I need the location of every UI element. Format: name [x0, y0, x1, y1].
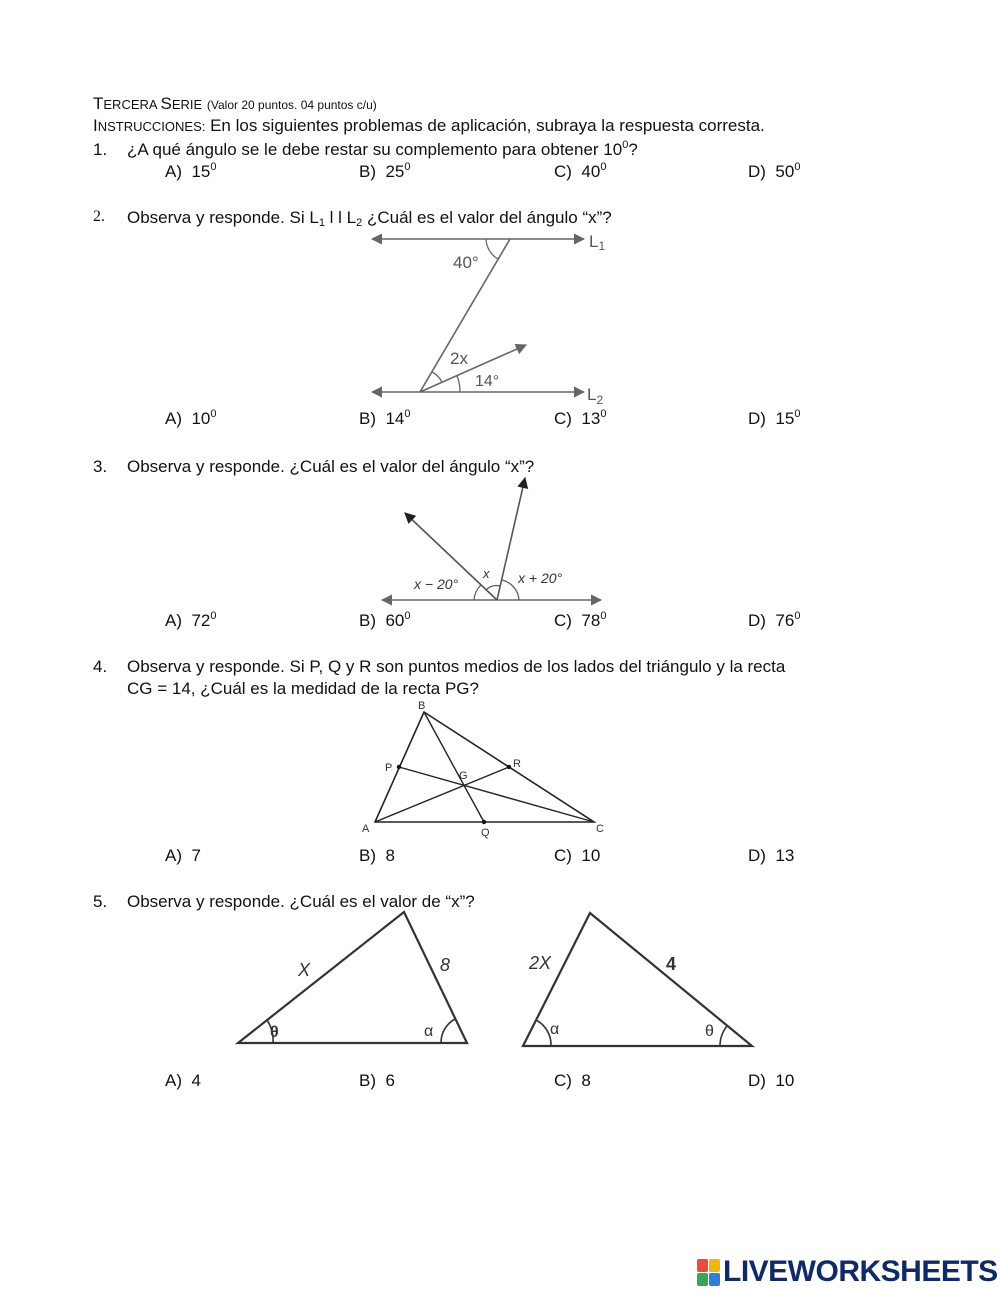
series-title-rest1: ERCERA: [103, 97, 161, 112]
t1-arc-alpha: [441, 1019, 455, 1043]
liveworksheets-logo[interactable]: [697, 1257, 998, 1287]
q3-option-b-value: 60: [385, 611, 405, 630]
label-x: x: [483, 566, 490, 581]
q1-option-d-letter: D): [748, 162, 766, 181]
q5-option-d-value: 10: [775, 1071, 795, 1090]
figure-angles-on-line: [382, 478, 601, 600]
question-3-number: 3.: [93, 457, 108, 476]
triangle-abc: [375, 712, 594, 822]
series-title-cap2: S: [160, 94, 172, 113]
q4-option-c[interactable]: [554, 846, 600, 866]
label-r: R: [513, 758, 521, 770]
point-q: [482, 820, 486, 824]
logo-square-3: [697, 1273, 708, 1286]
label-c: C: [596, 823, 604, 835]
q5-option-b-letter: B): [359, 1071, 376, 1090]
arc-right: [502, 580, 519, 600]
question-5-number: 5.: [93, 892, 108, 911]
label-g: G: [459, 770, 468, 782]
question-5-text: Observa y responde. ¿Cuál es el valor de “x”?: [127, 892, 475, 911]
q2-option-b-value: 14: [385, 409, 405, 428]
label-2x: 2x: [450, 349, 468, 368]
label-l2: $L_2$: [587, 385, 604, 407]
q3-option-d-letter: D): [748, 611, 766, 630]
q2-option-a-value: 10: [191, 409, 211, 428]
q5-option-d-letter: D): [748, 1071, 766, 1090]
label-x-minus-20: x − 20°: [414, 576, 459, 592]
q4-option-d[interactable]: [748, 846, 794, 866]
point-p: [397, 765, 401, 769]
q1-option-a-value: 15: [191, 162, 211, 181]
figure-similar-triangles: [238, 912, 752, 1046]
t2-arc-theta: [720, 1026, 727, 1046]
q3-option-b-letter: B): [359, 611, 376, 630]
q1-option-d-value: 50: [775, 162, 795, 181]
arc-mid: [486, 585, 500, 590]
t2-arc-alpha: [536, 1020, 551, 1046]
series-value: (Valor 20 puntos. 04 puntos c/u): [206, 98, 377, 112]
question-4-text-line2: CG = 14, ¿Cuál es la medidad de la recta PG?: [127, 679, 479, 698]
arc-left: [474, 585, 481, 600]
q4-option-a-letter: A): [165, 846, 182, 865]
q2-option-c-sup: 0: [600, 408, 607, 420]
q5-option-b-value: 6: [385, 1071, 395, 1090]
instructions-text: En los siguientes problemas de aplicación, subraya la respuesta corresta.: [205, 116, 765, 135]
q5-option-c[interactable]: [554, 1071, 591, 1091]
label-q: Q: [481, 827, 490, 839]
q1-option-d-sup: 0: [794, 161, 801, 173]
q2-option-c-value: 13: [581, 409, 601, 428]
q2-option-b-letter: B): [359, 409, 376, 428]
median-bq: [424, 712, 484, 822]
q5-option-c-letter: C): [554, 1071, 572, 1090]
question-2-sub1: 1: [318, 217, 325, 229]
t1-label-x: X: [298, 960, 311, 980]
q2-option-d-letter: D): [748, 409, 766, 428]
q3-option-b[interactable]: [359, 611, 411, 631]
series-title-cap1: T: [93, 94, 104, 113]
q2-option-d-value: 15: [775, 409, 795, 428]
question-2-number: 2.: [93, 208, 105, 225]
figure-triangle-medians: [362, 700, 604, 839]
t2-label-theta: θ: [705, 1023, 714, 1040]
q1-option-a-letter: A): [165, 162, 182, 181]
q2-option-d[interactable]: [748, 409, 800, 429]
q5-option-d[interactable]: [748, 1071, 794, 1091]
q4-option-a-value: 7: [191, 846, 201, 865]
t1-label-alpha: α: [424, 1023, 434, 1040]
label-l1: L1: [589, 232, 606, 253]
q1-option-b-value: 25: [385, 162, 405, 181]
arc-2x: [432, 372, 442, 382]
median-cp: [399, 767, 594, 822]
q2-option-d-sup: 0: [794, 408, 801, 420]
q1-option-a-sup: 0: [210, 161, 217, 173]
q3-option-d[interactable]: [748, 611, 800, 631]
q4-option-c-letter: C): [554, 846, 572, 865]
q2-option-b-sup: 0: [404, 408, 411, 420]
label-x-plus-20: x + 20°: [518, 570, 563, 586]
question-1-text-main: ¿A qué ángulo se le debe restar su complemento para obtener 10: [127, 140, 623, 159]
q3-option-a-value: 72: [191, 611, 211, 630]
q5-option-a-letter: A): [165, 1071, 182, 1090]
q4-option-a[interactable]: [165, 846, 201, 866]
q2-option-a-sup: 0: [210, 408, 217, 420]
q1-option-c-letter: C): [554, 162, 572, 181]
instructions-label: NSTRUCCIONES:: [97, 119, 206, 134]
q4-option-b-letter: B): [359, 846, 376, 865]
arc-40: [486, 239, 498, 259]
question-1-number: 1.: [93, 140, 108, 159]
q3-option-a-letter: A): [165, 611, 182, 630]
q4-option-c-value: 10: [581, 846, 601, 865]
q3-option-d-sup: 0: [794, 610, 801, 622]
t1-label-theta: θ: [270, 1024, 279, 1041]
q4-option-b-value: 8: [385, 846, 395, 865]
q5-option-a-value: 4: [191, 1071, 201, 1090]
question-2-text-b: l l L: [324, 208, 357, 227]
q2-option-c-letter: C): [554, 409, 572, 428]
q3-option-c[interactable]: [554, 611, 606, 631]
t2-label-4: 4: [666, 954, 677, 974]
q3-option-a[interactable]: [165, 611, 217, 631]
label-a: A: [362, 823, 370, 835]
logo-square-2: [709, 1259, 720, 1272]
point-r: [507, 765, 511, 769]
liveworksheets-logo-icon: [697, 1259, 719, 1285]
label-b: B: [418, 700, 426, 712]
label-14: 14°: [475, 373, 500, 390]
logo-square-1: [697, 1259, 708, 1272]
q3-option-b-sup: 0: [404, 610, 411, 622]
q1-option-c-value: 40: [581, 162, 601, 181]
question-1-text-sup: 0: [622, 139, 629, 151]
arc-14: [457, 376, 460, 392]
q2-option-b[interactable]: [359, 409, 411, 429]
question-2-sub2: 2: [356, 217, 363, 229]
label-40: 40°: [453, 253, 479, 272]
q3-option-d-value: 76: [775, 611, 795, 630]
q1-option-b-letter: B): [359, 162, 376, 181]
q4-option-d-value: 13: [775, 846, 795, 865]
question-2-text-c: ¿Cuál es el valor del ángulo “x”?: [362, 208, 612, 227]
q5-option-b[interactable]: [359, 1071, 395, 1091]
question-4-text-line1: Observa y responde. Si P, Q y R son puntos medios de los lados del triángulo y la recta: [127, 657, 786, 676]
q3-option-c-value: 78: [581, 611, 601, 630]
q1-option-b-sup: 0: [404, 161, 411, 173]
q3-option-c-sup: 0: [600, 610, 607, 622]
question-2-text-a: Observa y responde. Si L: [127, 208, 319, 227]
t2-label-alpha: α: [550, 1021, 560, 1038]
q3-option-a-sup: 0: [210, 610, 217, 622]
liveworksheets-logo-text: LIVEWORKSHEETS: [723, 1255, 998, 1288]
q4-option-d-letter: D): [748, 846, 766, 865]
logo-square-4: [709, 1273, 720, 1286]
t2-label-2x: 2X: [529, 953, 552, 973]
label-p: P: [385, 762, 393, 774]
q2-option-c[interactable]: [554, 409, 606, 429]
series-title-rest2: ERIE: [171, 97, 203, 112]
q2-option-a[interactable]: [165, 409, 217, 429]
q1-option-c-sup: 0: [600, 161, 607, 173]
q5-option-a[interactable]: [165, 1071, 201, 1091]
t1-label-8: 8: [440, 955, 451, 975]
q5-option-c-value: 8: [581, 1071, 591, 1090]
q3-option-c-letter: C): [554, 611, 572, 630]
q4-option-b[interactable]: [359, 846, 395, 866]
q2-option-a-letter: A): [165, 409, 182, 428]
ray-2x: [420, 345, 526, 392]
question-1-text-end: ?: [628, 140, 638, 159]
question-3-text: Observa y responde. ¿Cuál es el valor del ángulo “x”?: [127, 457, 535, 476]
instructions-cap: I: [93, 116, 98, 135]
question-4-number: 4.: [93, 657, 108, 676]
